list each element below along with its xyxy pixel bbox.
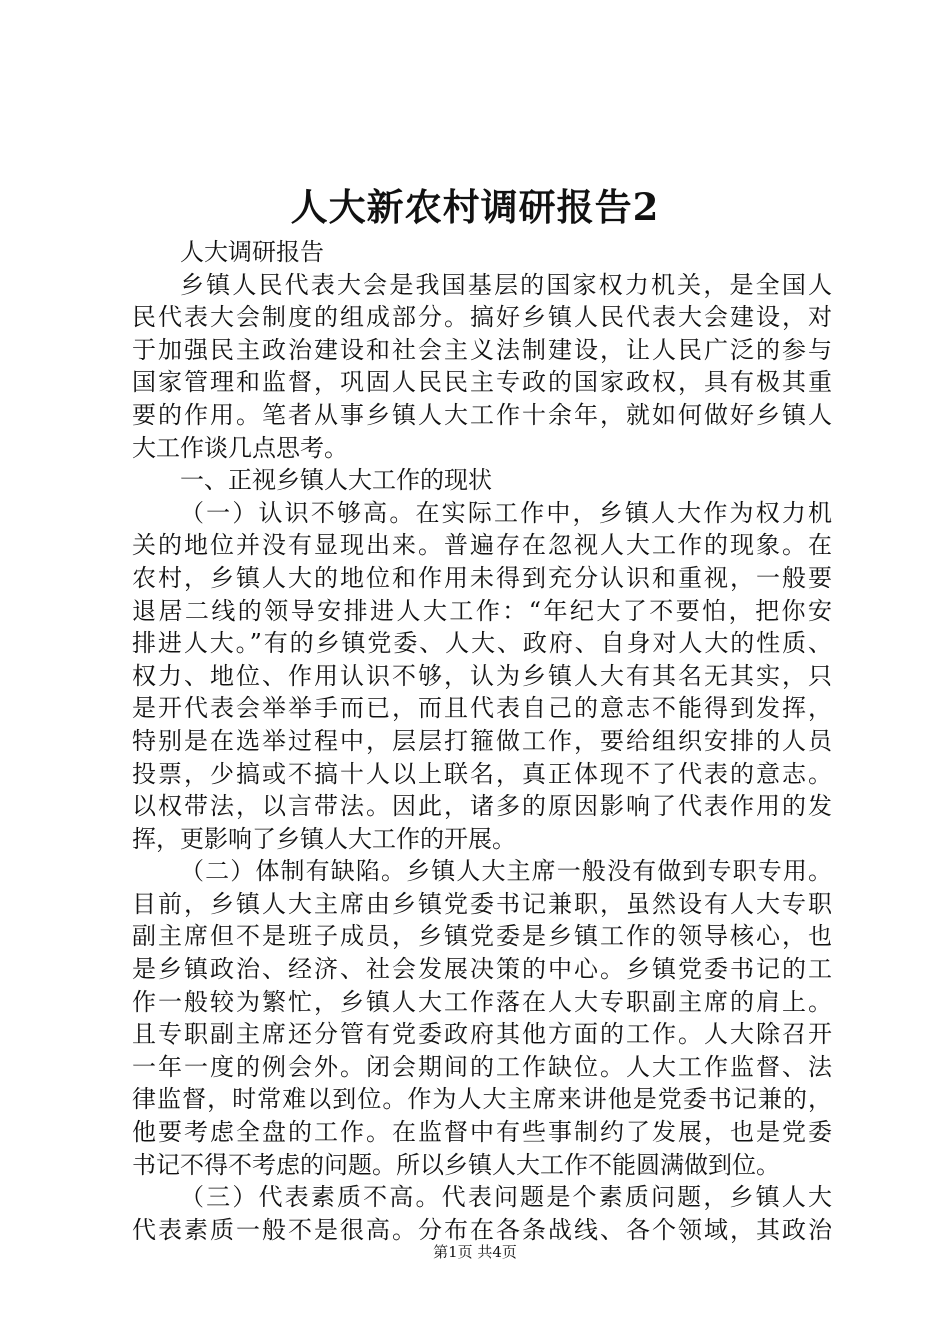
- text-line: 大工作谈几点思考。: [132, 433, 348, 462]
- text-line: （二）体制有缺陷。乡镇人大主席一般没有做到专职专用。: [180, 857, 832, 886]
- text-line: 且专职副主席还分管有党委政府其他方面的工作。人大除召开: [132, 1020, 832, 1049]
- text-line: 书记不得不考虑的问题。所以乡镇人大工作不能圆满做到位。: [132, 1150, 780, 1179]
- text-line: 权力、地位、作用认识不够，认为乡镇人大有其名无其实，只: [132, 661, 832, 690]
- text-line: 副主席但不是班子成员，乡镇党委是乡镇工作的领导核心，也: [132, 922, 832, 951]
- text-line: 以权带法，以言带法。因此，诸多的原因影响了代表作用的发: [132, 792, 832, 821]
- text-line: 他要考虑全盘的工作。在监督中有些事制约了发展，也是党委: [132, 1118, 832, 1147]
- text-line: 作一般较为繁忙，乡镇人大工作落在人大专职副主席的肩上。: [132, 987, 832, 1016]
- document-body: [132, 236, 832, 1246]
- text-line: 要的作用。笔者从事乡镇人大工作十余年，就如何做好乡镇人: [132, 400, 832, 429]
- text-line: 挥，更影响了乡镇人大工作的开展。: [132, 824, 516, 853]
- text-line: （三）代表素质不高。代表问题是个素质问题，乡镇人大: [180, 1183, 832, 1212]
- text-line: 退居二线的领导安排进人大工作：“年纪大了不要怕，把你安: [132, 596, 832, 625]
- text-line: 乡镇人民代表大会是我国基层的国家权力机关，是全国人: [180, 270, 832, 299]
- text-line: 一年一度的例会外。闭会期间的工作缺位。人大工作监督、法: [132, 1052, 832, 1081]
- text-line: 国家管理和监督，巩固人民民主专政的国家政权，具有极其重: [132, 368, 832, 397]
- text-line: 排进人大。”有的乡镇党委、人大、政府、自身对人大的性质、: [132, 629, 832, 658]
- text-line: 于加强民主政治建设和社会主义法制建设，让人民广泛的参与: [132, 335, 832, 364]
- text-line: 律监督，时常难以到位。作为人大主席来讲他是党委书记兼的，: [132, 1085, 832, 1114]
- text-line: 代表素质一般不是很高。分布在各条战线、各个领域，其政治: [132, 1215, 832, 1244]
- page-footer: 第1页 共4页: [433, 1243, 517, 1261]
- text-line: 投票，少搞或不搞十人以上联名，真正体现不了代表的意志。: [132, 759, 832, 788]
- text-line: 关的地位并没有显现出来。普遍存在忽视人大工作的现象。在: [132, 531, 832, 560]
- document-title: 人大新农村调研报告2: [290, 185, 660, 229]
- text-line: 农村，乡镇人大的地位和作用未得到充分认识和重视，一般要: [132, 563, 832, 592]
- text-line: 是开代表会举举手而已，而且代表自己的意志不能得到发挥，: [132, 694, 832, 723]
- text-line: 特别是在选举过程中，层层打箍做工作，要给组织安排的人员: [132, 726, 832, 755]
- text-line: 目前，乡镇人大主席由乡镇党委书记兼职，虽然设有人大专职: [132, 889, 832, 918]
- text-line: 是乡镇政治、经济、社会发展决策的中心。乡镇党委书记的工: [132, 955, 832, 984]
- text-line: （一）认识不够高。在实际工作中，乡镇人大作为权力机: [180, 498, 832, 527]
- text-line: 民代表大会制度的组成部分。搞好乡镇人民代表大会建设，对: [132, 303, 832, 332]
- text-line: 人大调研报告: [180, 238, 324, 266]
- text-line: 一、正视乡镇人大工作的现状: [180, 466, 492, 495]
